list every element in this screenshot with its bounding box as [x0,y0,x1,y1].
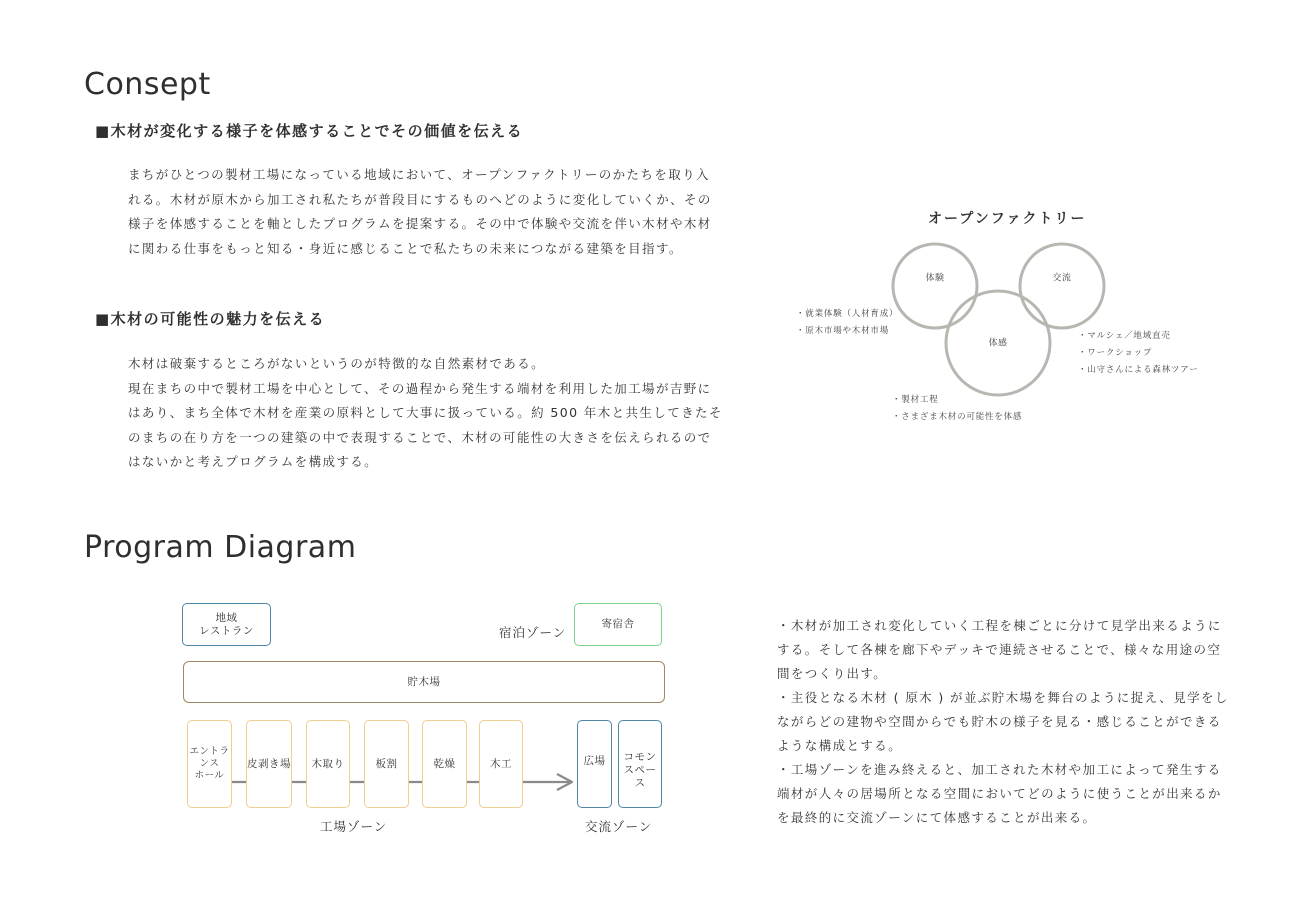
restaurant-label: 地域 レストラン [199,611,254,637]
exchange-zone-label: 交流ゾーン [585,819,653,834]
timber-yard-label: 貯木場 [407,675,441,688]
venn-label-sensation: 体感 [988,338,1008,349]
venn-note: ・就業体験（人材育成） [796,309,899,319]
factory-step-label: 乾燥 [433,757,456,770]
venn-title: オープンファクトリー [928,211,1087,227]
factory-step-label: 木工 [490,757,512,770]
section2-line: のまちの在り方を一つの建築の中で表現することで、木材の可能性の大きさを伝えられるので [128,429,712,445]
factory-step-label: 板割 [375,757,398,770]
notes-line: ながらどの建物や空間からでも貯木の様子を見る・感じることができる [777,714,1222,729]
dormitory-label: 寄宿舎 [601,618,635,630]
notes-line: 間をつくり出す。 [777,666,888,681]
notes-line: ような構成とする。 [777,738,903,753]
factory-step-label: 皮剥き場 [247,757,291,770]
notes-line: ・工場ゾーンを進み終えると、加工された木材や加工によって発生する [777,762,1222,777]
notes-line: を最終的に交流ゾーンにて体感することが出来る。 [777,810,1097,825]
exchange-box-common [618,720,662,808]
factory-zone-label: 工場ゾーン [320,819,388,834]
notes-line: ・主役となる木材 ( 原木 ) が並ぶ貯木場を舞台のように捉え、見学をし [777,690,1229,705]
factory-step-box [364,720,409,808]
venn-note: ・さまざま木材の可能性を体感 [892,412,1023,422]
section1-title: ■木材が変化する様子を体感することでその価値を伝える [95,122,524,140]
notes-line: する。そして各棟を廊下やデッキで連続させることで、様々な用途の空 [777,642,1222,657]
factory-step-box [306,720,350,808]
stay-zone-label: 宿泊ゾーン [499,625,567,640]
factory-step-box [479,720,523,808]
section2-line: 木材は破棄するところがないというのが特徴的な自然素材である。 [128,356,546,371]
exchange-box-plaza [577,720,612,808]
section2-title: ■木材の可能性の魅力を伝える [95,310,326,328]
section2-line: はないかと考えプログラムを構成する。 [128,454,379,469]
venn-note: ・ワークショップ [1078,348,1153,358]
factory-step-label: エントランス ホール [189,746,230,781]
factory-step-box [246,720,292,808]
venn-note: ・原木市場や木材市場 [796,326,890,336]
section1-line: 様子を体感することを軸としたプログラムを提案する。その中で体験や交流を伴い木材や木材 [128,216,712,231]
factory-step-box [187,720,232,808]
program-heading: Program Diagram [84,530,357,565]
notes-line: 端材が人々の居場所となる空間においてどのように使うことが出来るか [777,786,1222,801]
venn-note: ・山守さんによる森林ツアー [1078,365,1199,375]
venn-note: ・製材工程 [892,395,939,405]
venn-label-experience: 体験 [925,273,945,284]
notes-line: ・木材が加工され変化していく工程を棟ごとに分けて見学出来るように [777,618,1222,633]
factory-step-label: 木取り [311,757,345,770]
factory-step-box [422,720,467,808]
venn-label-exchange: 交流 [1052,273,1072,284]
program-notes [777,614,1229,830]
section2-line: 現在まちの中で製材工場を中心として、その過程から発生する端材を利用した加工場が吉野に [128,380,712,396]
exchange-box-label: コモン スペース [623,751,657,789]
section1-line: れる。木材が原木から加工され私たちが普段目にするものへどのように変化していくか、その [128,191,712,207]
section2-line: はあり、まち全体で木材を産業の原料として大事に扱っている。約 500 年木と共生してきたそ [128,405,723,420]
venn-note: ・マルシェ／地域直売 [1078,331,1171,341]
section1-line: まちがひとつの製材工場になっている地域において、オープンファクトリーのかたちを取り入 [128,167,710,182]
concept-heading: Consept [84,67,211,102]
section1-line: に関わる仕事をもっと知る・身近に感じることで私たちの未来につながる建築を目指す。 [128,240,683,256]
exchange-box-label: 広場 [583,755,606,767]
